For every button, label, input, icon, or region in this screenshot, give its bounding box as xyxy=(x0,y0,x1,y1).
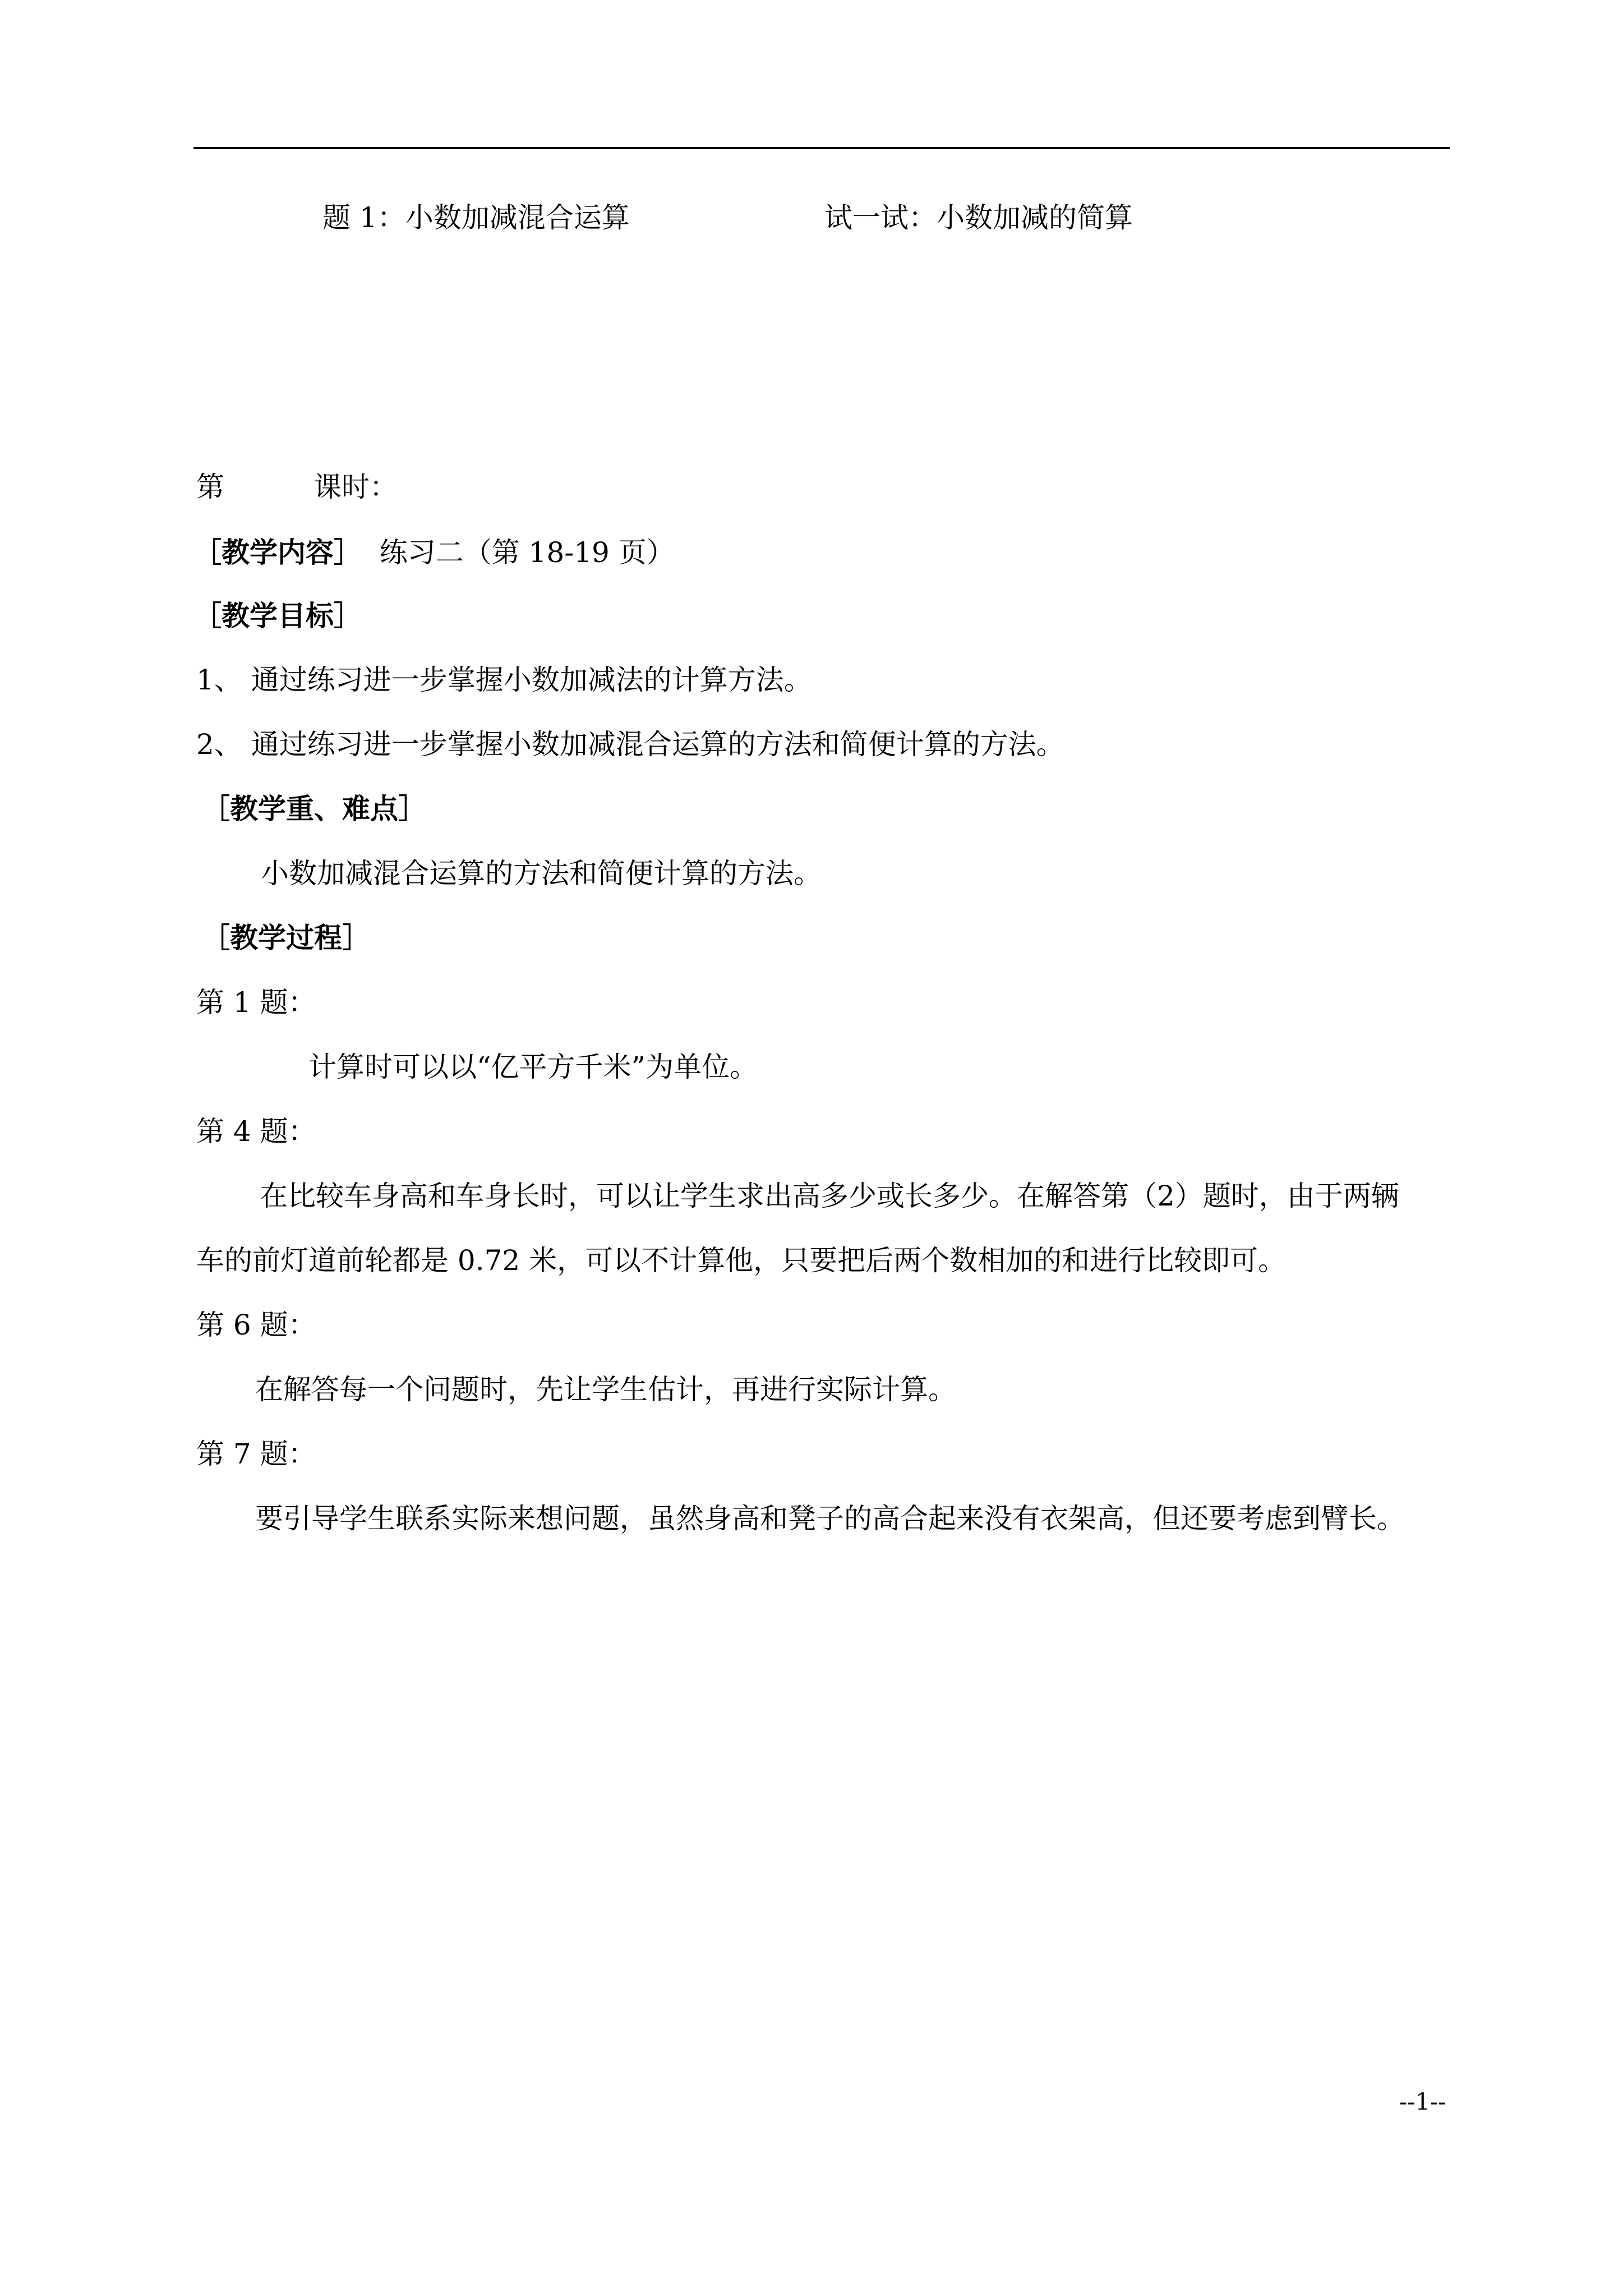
item-6-label: 第 6 题： xyxy=(196,1309,316,1341)
item-4-label: 第 4 题： xyxy=(196,1115,316,1148)
content-heading xyxy=(193,536,675,569)
item-4-line-2: 车的前灯道前轮都是 0.72 米，可以不计算他，只要把后两个数相加的和进行比较即可。 xyxy=(196,1244,1287,1277)
header-rule xyxy=(193,147,1450,149)
goal-item-1: 1、 通过练习进一步掌握小数加减法的计算方法。 xyxy=(196,664,812,696)
header-left-title: 题 1：小数加减混合运算 xyxy=(322,201,630,234)
content-text: 练习二（第 18-19 页） xyxy=(362,536,675,569)
item-6-line-1: 在解答每一个问题时，先让学生估计，再进行实际计算。 xyxy=(255,1373,956,1406)
key-points-label: ［教学重、难点］ xyxy=(202,792,426,825)
header-right-title: 试一试：小数加减的简算 xyxy=(824,201,1133,234)
content-label: ［教学内容］ xyxy=(193,536,362,569)
goals-label: ［教学目标］ xyxy=(193,599,362,632)
key-points-text: 小数加减混合运算的方法和简便计算的方法。 xyxy=(261,857,822,890)
item-7-line-1: 要引导学生联系实际来想问题，虽然身高和凳子的高合起来没有衣架高，但还要考虑到臂长。 xyxy=(255,1502,1405,1535)
item-1-label: 第 1 题： xyxy=(196,986,316,1019)
process-label: ［教学过程］ xyxy=(202,921,370,954)
item-1-line-1: 计算时可以以“亿平方千米”为单位。 xyxy=(308,1051,758,1083)
item-4-line-1: 在比较车身高和车身长时，可以让学生求出高多少或长多少。在解答第（2）题时，由于两辆 xyxy=(260,1180,1399,1212)
item-7-label: 第 7 题： xyxy=(196,1438,316,1470)
goal-item-2: 2、 通过练习进一步掌握小数加减混合运算的方法和简便计算的方法。 xyxy=(196,728,1064,761)
page-number: --1-- xyxy=(1399,2088,1446,2115)
lesson-period: 第 课时： xyxy=(196,471,398,503)
